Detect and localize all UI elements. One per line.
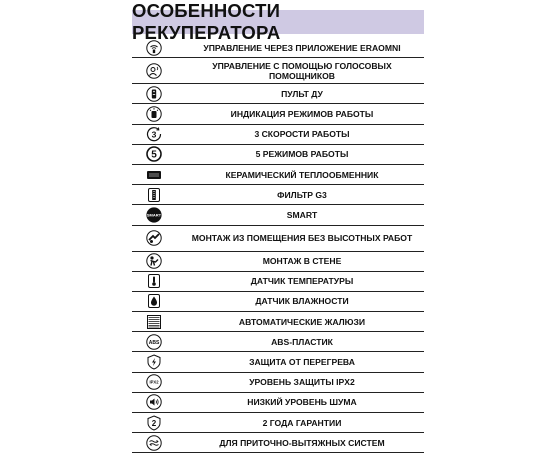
voice-assistant-icon: [146, 63, 162, 79]
list-item: [132, 332, 424, 352]
three-speeds-icon: [146, 126, 162, 142]
ipx2-icon-text: IPX2: [149, 379, 159, 385]
feature-label: 5 РЕЖИМОВ РАБОТЫ: [255, 149, 349, 160]
list-item: [132, 373, 424, 393]
feature-label: ИНДИКАЦИЯ РЕЖИМОВ РАБОТЫ: [230, 108, 374, 119]
feature-label: МОНТАЖ В СТЕНЕ: [262, 256, 342, 267]
warranty-icon: [146, 415, 162, 431]
feature-label: 2 ГОДА ГАРАНТИИ: [262, 417, 342, 428]
indoor-install-icon: [146, 230, 162, 246]
list-item: [132, 352, 424, 372]
feature-label: УПРАВЛЕНИЕ С ПОМОЩЬЮ ГОЛОСОВЫХ ПОМОЩНИКОВ: [212, 60, 392, 81]
list-item: [132, 84, 424, 104]
feature-label: НИЗКИЙ УРОВЕНЬ ШУМА: [247, 397, 357, 408]
supply-exhaust-icon: [146, 435, 162, 451]
feature-label: УПРАВЛЕНИЕ ЧЕРЕЗ ПРИЛОЖЕНИЕ ERAOMNI: [203, 42, 401, 53]
feature-label: ДАТЧИК ТЕМПЕРАТУРЫ: [250, 276, 354, 287]
list-item: [132, 104, 424, 124]
list-item: [132, 413, 424, 433]
page-title: ОСОБЕННОСТИ РЕКУПЕРАТОРА: [132, 10, 424, 34]
shutters-icon: [146, 314, 162, 330]
five-modes-icon-text: 5: [151, 149, 157, 161]
ipx2-icon: [146, 374, 162, 390]
feature-label: АВТОМАТИЧЕСКИЕ ЖАЛЮЗИ: [238, 316, 366, 327]
feature-label: КЕРАМИЧЕСКИЙ ТЕПЛООБМЕННИК: [225, 169, 379, 180]
feature-label: ПУЛЬТ ДУ: [281, 88, 323, 99]
smart-icon: [146, 207, 162, 223]
remote-control-icon: [146, 86, 162, 102]
feature-label: МОНТАЖ ИЗ ПОМЕЩЕНИЯ БЕЗ ВЫСОТНЫХ РАБОТ: [191, 233, 413, 243]
indicator-light-icon: [146, 106, 162, 122]
ceramic-exchanger-icon: [146, 167, 162, 183]
wall-mount-icon: [146, 253, 162, 269]
list-item: [132, 292, 424, 312]
list-item: [132, 312, 424, 332]
feature-label: 3 СКОРОСТИ РАБОТЫ: [254, 129, 350, 140]
humidity-icon: [146, 293, 162, 309]
abs-icon: [146, 334, 162, 350]
list-item: [132, 58, 424, 84]
wifi-phone-icon: [146, 40, 162, 56]
list-item: [132, 252, 424, 272]
feature-label: УРОВЕНЬ ЗАЩИТЫ IPX2: [249, 377, 355, 388]
feature-label: ЗАЩИТА ОТ ПЕРЕГРЕВА: [249, 357, 355, 368]
overheat-shield-icon: [146, 354, 162, 370]
three-speeds-icon-text: 3: [151, 129, 157, 140]
list-item: [132, 272, 424, 292]
list-item: [132, 145, 424, 165]
list-item: [132, 165, 424, 185]
abs-icon-text: ABS: [148, 339, 160, 346]
list-item: [132, 125, 424, 145]
filter-icon: [146, 187, 162, 203]
smart-icon-text: SMART: [146, 212, 162, 218]
feature-label: SMART: [286, 209, 318, 220]
list-item: [132, 393, 424, 413]
feature-label: ДАТЧИК ВЛАЖНОСТИ: [255, 296, 349, 307]
list-item: [132, 226, 424, 252]
feature-label: ABS-ПЛАСТИК: [271, 336, 333, 347]
list-item: [132, 38, 424, 58]
thermometer-icon: [146, 273, 162, 289]
list-item: [132, 205, 424, 225]
list-item: [132, 433, 424, 453]
feature-label: ДЛЯ ПРИТОЧНО-ВЫТЯЖНЫХ СИСТЕМ: [219, 437, 385, 448]
warranty-icon-text: 2: [151, 418, 157, 428]
list-item: [132, 185, 424, 205]
low-noise-icon: [146, 394, 162, 410]
feature-list: [132, 38, 424, 453]
feature-label: ФИЛЬТР G3: [277, 189, 327, 200]
five-modes-icon: [146, 146, 162, 162]
